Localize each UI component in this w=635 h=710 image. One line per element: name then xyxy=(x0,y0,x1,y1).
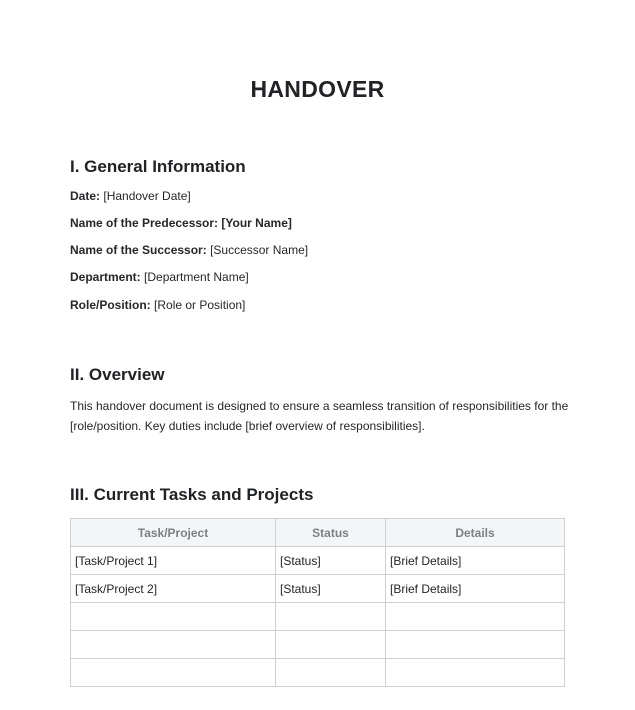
cell-details xyxy=(386,659,565,687)
section-heading-current-tasks: III. Current Tasks and Projects xyxy=(70,485,314,504)
field-role-position xyxy=(70,298,245,312)
field-label: Name of the Predecessor: xyxy=(70,216,219,230)
section-heading-overview: II. Overview xyxy=(70,365,165,384)
cell-details: [Brief Details] xyxy=(386,547,565,575)
field-value: [Your Name] xyxy=(221,216,292,230)
field-department xyxy=(70,270,249,284)
field-successor xyxy=(70,243,308,257)
cell-task-project xyxy=(71,659,276,687)
table-row xyxy=(71,547,565,575)
field-value: [Successor Name] xyxy=(210,243,309,257)
cell-status: [Status] xyxy=(276,547,386,575)
table-row xyxy=(71,631,565,659)
section-heading-general-information: I. General Information xyxy=(70,157,246,176)
table-row xyxy=(71,575,565,603)
column-header-task-project: Task/Project xyxy=(71,519,276,547)
table-row xyxy=(71,603,565,631)
cell-task-project xyxy=(71,603,276,631)
field-label: Date: xyxy=(70,189,101,203)
cell-task-project: [Task/Project 1] xyxy=(71,547,276,575)
table-header-row xyxy=(71,519,565,547)
field-label: Role/Position: xyxy=(70,298,151,312)
cell-task-project: [Task/Project 2] xyxy=(71,575,276,603)
cell-status xyxy=(276,659,386,687)
cell-status xyxy=(276,603,386,631)
field-value: [Department Name] xyxy=(144,270,249,284)
cell-status xyxy=(276,631,386,659)
field-predecessor xyxy=(70,216,292,230)
field-label: Name of the Successor: xyxy=(70,243,207,257)
cell-status: [Status] xyxy=(276,575,386,603)
field-date xyxy=(70,189,191,203)
document-title: HANDOVER xyxy=(250,76,385,102)
tasks-table xyxy=(70,518,565,687)
cell-task-project xyxy=(71,631,276,659)
field-value: [Handover Date] xyxy=(103,189,191,203)
field-label: Department: xyxy=(70,270,141,284)
cell-details: [Brief Details] xyxy=(386,575,565,603)
cell-details xyxy=(386,631,565,659)
table-row xyxy=(71,659,565,687)
overview-paragraph: This handover document is designed to ensure a seamless transition of responsibilities for the [role/position. Key duties include [brief overview of responsibilities]. xyxy=(70,399,569,433)
cell-details xyxy=(386,603,565,631)
field-value: [Role or Position] xyxy=(154,298,246,312)
column-header-status: Status xyxy=(276,519,386,547)
column-header-details: Details xyxy=(386,519,565,547)
